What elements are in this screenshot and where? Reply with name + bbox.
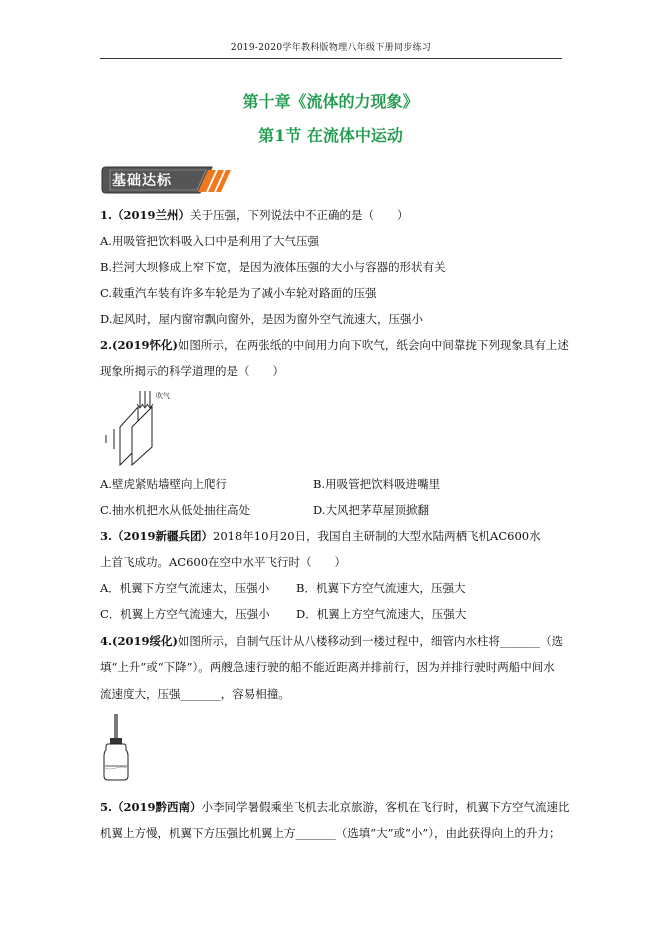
q5-stem-line2: 机翼上方慢，机翼下方压强比机翼上方_______（选填“大”或“小”），由此获得向上的升力； (100, 826, 561, 840)
q2-option-c: C.抽水机把水从低处抽往高处 (100, 503, 251, 517)
q3-option-c: C．机翼上方空气流速大，压强小 (100, 607, 270, 621)
q5-stem-text1: 小李同学暑假乘坐飞机去北京旅游，客机在飞行时，机翼下方空气流速比 (201, 800, 570, 814)
q1-option-c: C.载重汽车装有许多车轮是为了减小车轮对路面的压强 (100, 286, 377, 300)
q1-option-a: A.用吸管把饮料吸入口中是利用了大气压强 (100, 234, 319, 248)
q2-paper-figure (100, 387, 185, 469)
q2-stem-line2: 现象所揭示的科学道理的是（ ） (100, 364, 284, 378)
q4-stem-text1: 如图所示，自制气压计从八楼移动到一楼过程中，细管内水柱将_______（选 (177, 634, 564, 648)
q2-source: (2019怀化) (112, 338, 178, 352)
q3-source: （2019新疆兵团） (112, 529, 214, 543)
q2-figure-label: 吹气 (156, 392, 170, 400)
q5-stem-line1 (100, 799, 570, 815)
q2-option-d: D.大风把茅草屋顶掀翻 (313, 503, 429, 517)
q5-number: 5. (100, 800, 113, 814)
banner-label: 基础达标 (112, 173, 172, 189)
q1-source: （2019兰州） (112, 208, 191, 222)
q4-source: (2019绥化) (112, 634, 178, 648)
q4-stem-line3: 流速度大，压强_______，容易相撞。 (100, 687, 290, 701)
q2-stem-line1 (100, 337, 569, 353)
q2-option-b: B.用吸管把饮料吸进嘴里 (313, 477, 441, 491)
q1-option-d: D.起风时，屋内窗帘飘向窗外，是因为窗外空气流速大，压强小 (100, 312, 423, 326)
header-divider (100, 58, 562, 59)
q2-number: 2. (100, 338, 113, 352)
q5-source: （2019黔西南） (112, 800, 202, 814)
q1-stem: 关于压强，下列说法中不正确的是（ ） (190, 208, 409, 222)
page-header: 2019-2020学年教科版物理八年级下册同步练习 (230, 43, 432, 53)
q4-barometer-figure (100, 712, 130, 782)
section-title: 第1节 在流体中运动 (258, 126, 403, 145)
q3-stem-line2: 上首飞成功。AC600在空中水平飞行时（ ） (100, 555, 347, 569)
q2-stem-text1: 如图所示，在两张纸的中间用力向下吹气，纸会向中间靠拢下列现象具有上述 (177, 338, 569, 352)
q4-number: 4. (100, 634, 113, 648)
chapter-title: 第十章《流体的力现象》 (242, 92, 419, 111)
q3-option-a: A．机翼下方空气流速太，压强小 (100, 581, 270, 595)
q4-stem-line2: 填“上升”或“下降”）。两艘急速行驶的船不能近距离并排前行，因为并排行驶时两船中间水 (100, 660, 555, 674)
q3-stem-text1: 2018年10月20日，我国自主研制的大型水陆两栖飞机AC600水 (213, 529, 541, 543)
q3-option-d: D．机翼上方空气流速大，压强大 (296, 607, 467, 621)
q3-number: 3. (100, 529, 113, 543)
q1-stem-line (100, 207, 409, 223)
q3-option-b: B．机翼下方空气流速大，压强大 (296, 581, 466, 595)
q1-number: 1. (100, 208, 113, 222)
q3-stem-line1 (100, 528, 541, 544)
q2-option-a: A.壁虎紧贴墙壁向上爬行 (100, 477, 227, 491)
q4-stem-line1 (100, 633, 563, 649)
q1-option-b: B.拦河大坝修成上窄下宽，是因为液体压强的大小与容器的形状有关 (100, 260, 446, 274)
